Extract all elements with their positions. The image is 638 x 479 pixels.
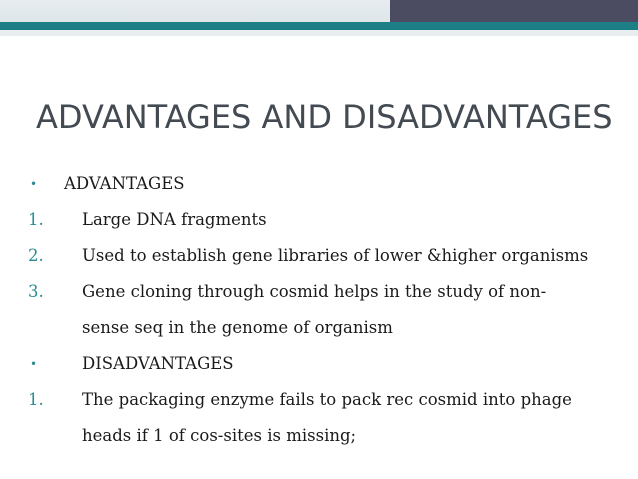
number-marker: 1.	[28, 390, 44, 409]
list-item-advantages-heading	[28, 166, 628, 202]
header-light-stripe	[0, 30, 638, 36]
list-item-text: DISADVANTAGES	[82, 354, 234, 373]
list-item-continuation	[28, 310, 628, 346]
list-item-text: The packaging enzyme fails to pack rec cosmid into phage	[82, 390, 572, 409]
list-item	[28, 382, 628, 418]
list-item	[28, 238, 628, 274]
list-item-continuation	[28, 418, 628, 454]
number-marker: 1.	[28, 210, 44, 229]
header-accent-stripe	[0, 22, 638, 30]
number-marker: 2.	[28, 246, 44, 265]
list-item-text: heads if 1 of cos-sites is missing;	[82, 426, 357, 445]
list-item-text: Large DNA fragments	[82, 210, 267, 229]
list-item	[28, 274, 628, 310]
list-item-text: sense seq in the genome of organism	[82, 318, 393, 337]
header-dark-band	[390, 0, 638, 22]
slide-body	[28, 166, 628, 454]
list-item-text: Used to establish gene libraries of lower &higher organisms	[82, 246, 589, 265]
list-item	[28, 202, 628, 238]
list-item-text: Gene cloning through cosmid helps in the study of non-	[82, 282, 547, 301]
bullet-marker: •	[30, 177, 38, 191]
slide-title: ADVANTAGES AND DISADVANTAGES	[36, 98, 613, 136]
list-item-disadvantages-heading	[28, 346, 628, 382]
number-marker: 3.	[28, 282, 44, 301]
list-item-text: ADVANTAGES	[64, 174, 185, 193]
bullet-marker: •	[30, 357, 38, 371]
